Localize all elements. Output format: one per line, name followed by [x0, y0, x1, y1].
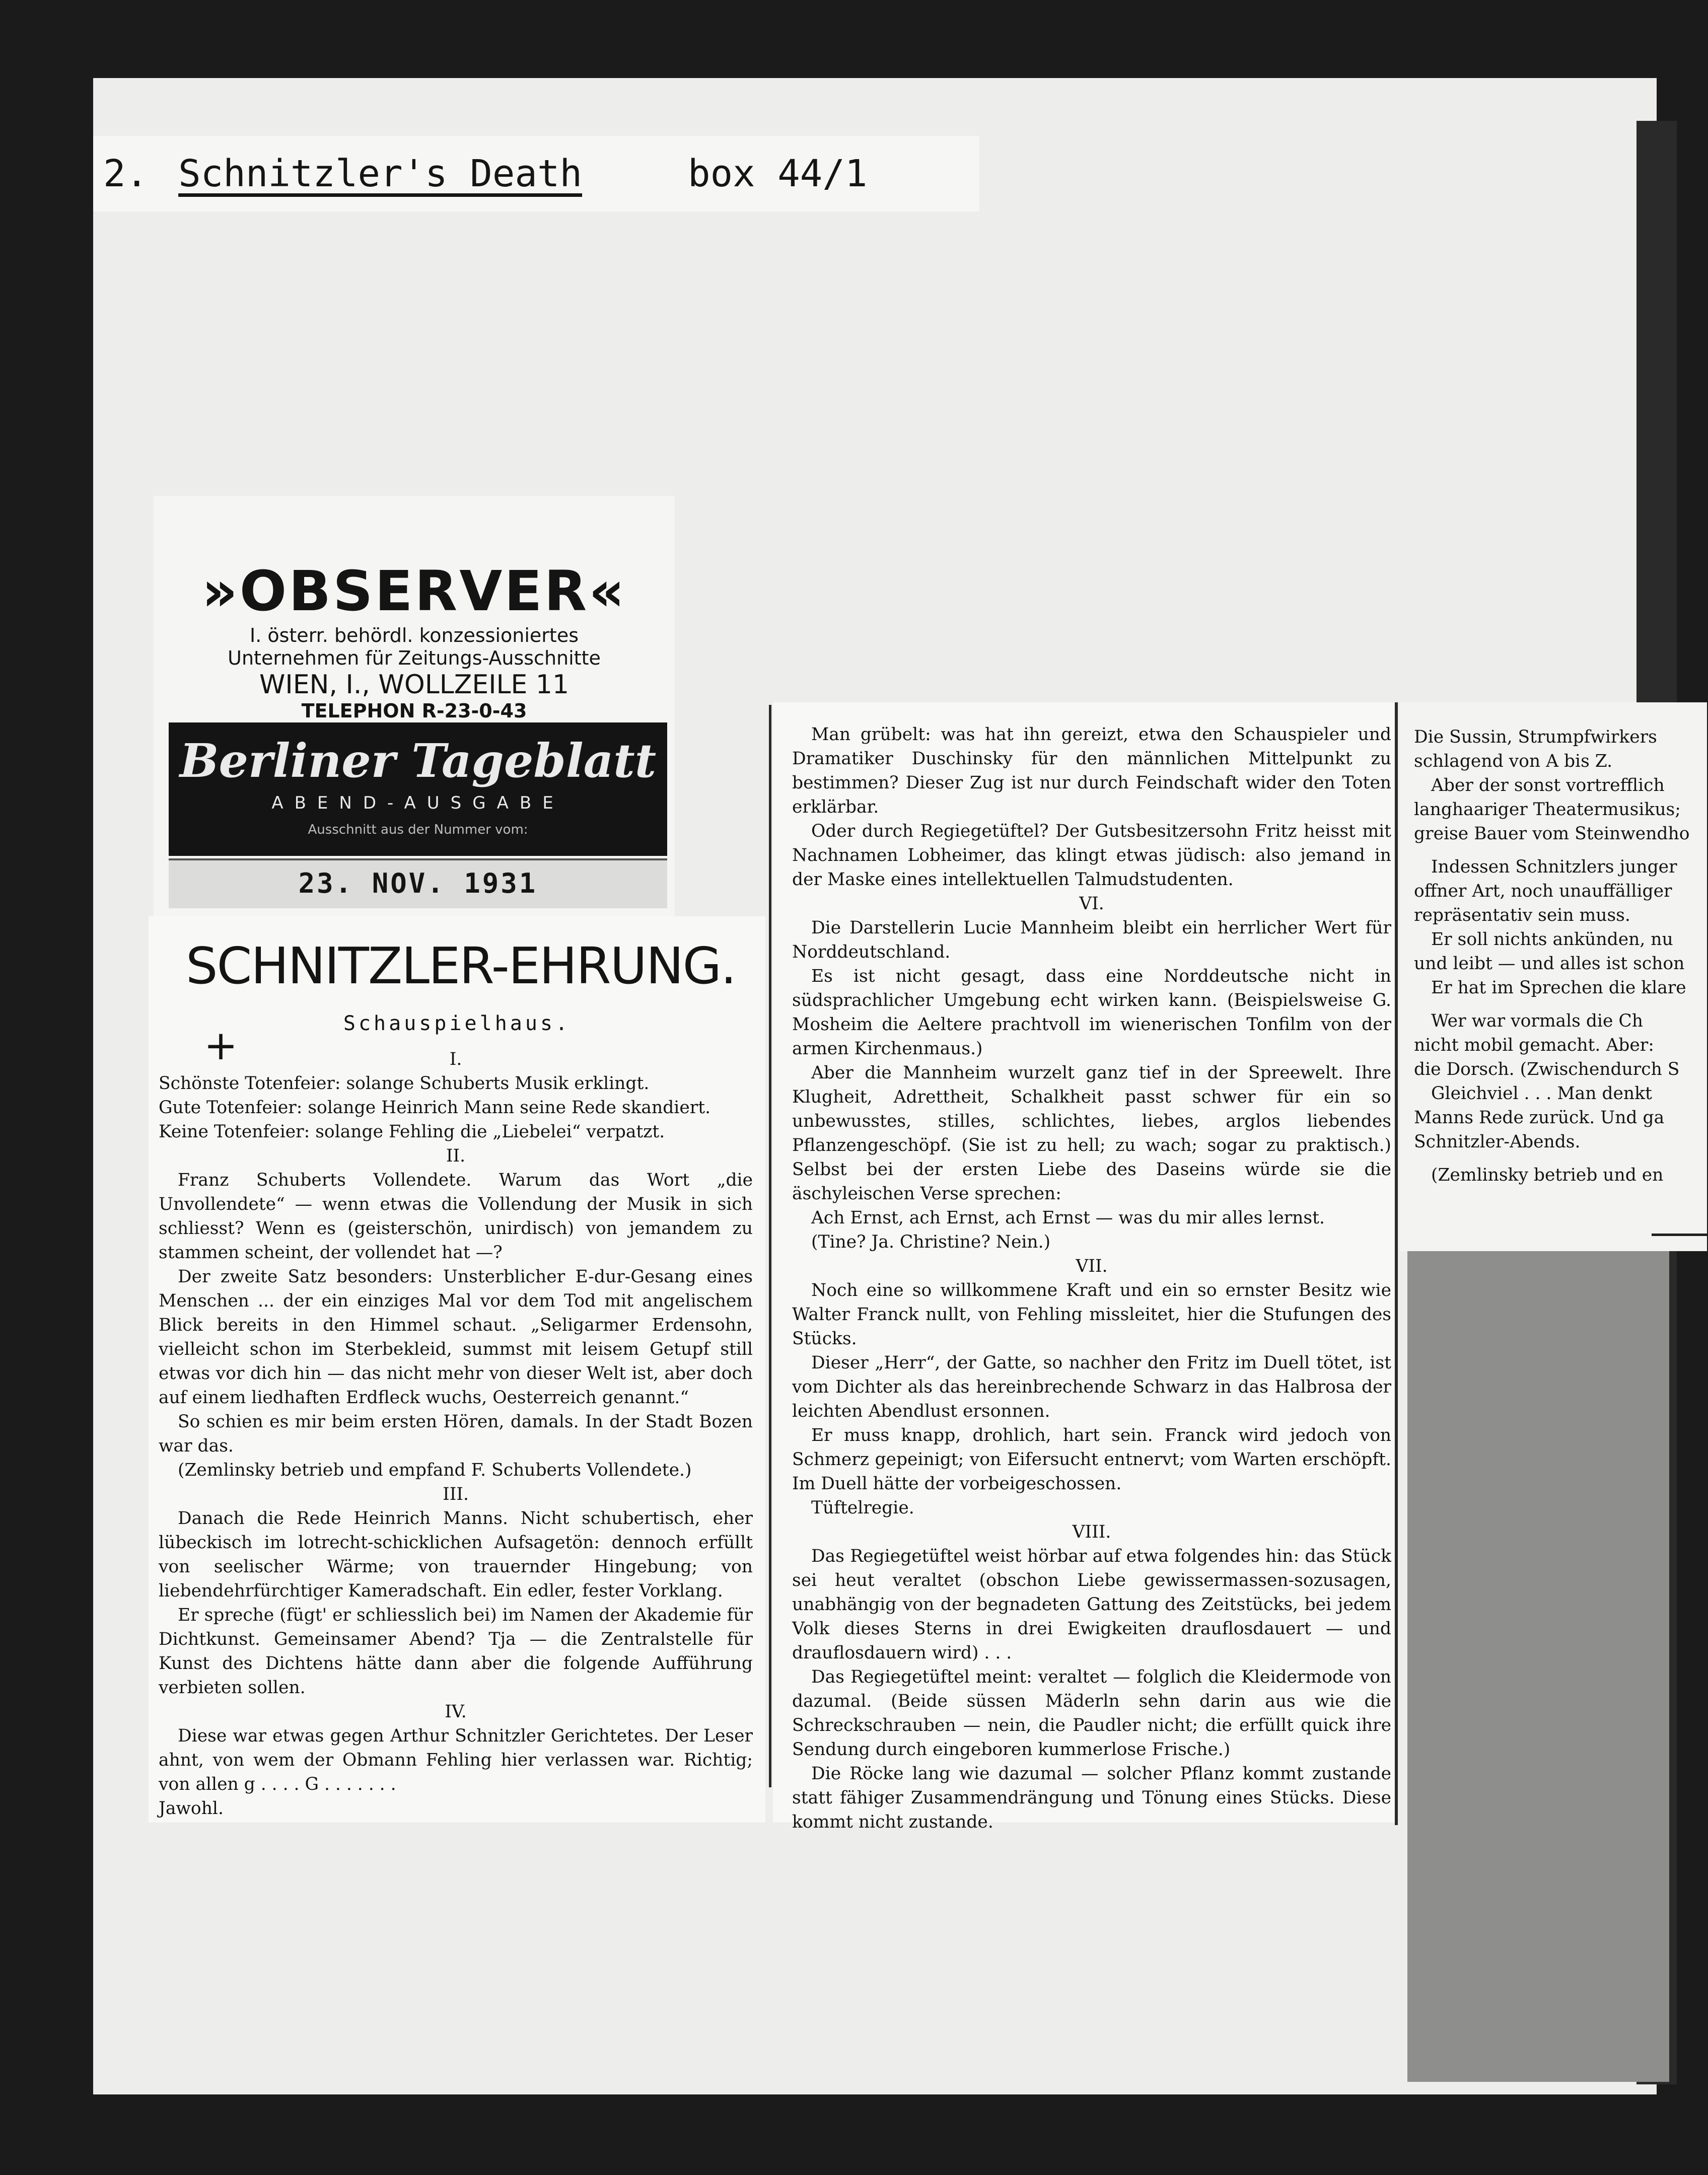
file-title: Schnitzler's Death [178, 152, 583, 195]
section-number: VIII. [1072, 1522, 1111, 1542]
paragraph: Man grübelt: was hat ihn gereizt, etwa den Schauspieler und Dramatiker Duschinsky für den männlichen Mittelpunkt zu bestimmen? Dieser Zug ist nur durch Feindschaft wider den Toten erklärbar. [792, 724, 1391, 817]
section-number: VII. [1076, 1256, 1108, 1276]
paragraph: Indessen Schnitzlers junger [1431, 857, 1677, 877]
paragraph-gap [1414, 1000, 1696, 1009]
paragraph: Aber die Mannheim wurzelt ganz tief in der Spreewelt. Ihre Klugheit, Adrettheit, Schalkheit passt schwer für ein so unbewusstes, stilles, schlichtes, liebes, arglos liebendes Pflanzengeschöpf. (Sie ist zu hell; zu wach; sogar zu praktisch.) Selbst bei der ersten Liebe des Daseins würde sie die äschyleischen Verse sprechen: [792, 1063, 1391, 1204]
excerpt-label: Ausschnitt aus der Nummer vom: [308, 822, 528, 837]
paragraph: Noch eine so willkommene Kraft und ein so ernster Besitz wie Walter Franck nullt, von Fehling missleitet, hier die Stufungen des Stücks. [792, 1280, 1391, 1349]
paragraph: Gleichviel . . . Man denkt [1431, 1083, 1652, 1104]
paragraph: Das Regiegetüftel weist hörbar auf etwa folgendes hin: das Stück sei heut veraltet (obschon Liebe gewissermassen-sozusagen, unabhängig von der begnadeten Gattung des Zeitstücks, bei jedem Volk dieses Sterns in drei Ewigkeiten drauflosdauert — und drauflosdauern wird) . . . [792, 1546, 1391, 1663]
paragraph: Es ist nicht gesagt, dass eine Norddeutsche nicht in südsprachlicher Umgebung echt wirken kann. (Beispielsweise G. Mosheim die Aeltere prachtvoll im wienerischen Tonfilm von der armen Kirchenmaus.) [792, 966, 1391, 1059]
backing-board [1407, 1251, 1669, 2082]
newspaper-masthead [169, 722, 667, 856]
observer-stamp [154, 496, 675, 916]
paragraph: (Zemlinsky betrieb und en [1431, 1165, 1664, 1185]
paragraph: offner Art, noch unauffälliger [1414, 881, 1672, 901]
paragraph: Aber der sonst vortrefflich [1431, 775, 1665, 795]
observer-telephone: TELEPHON R-23-0-43 [301, 700, 527, 722]
paragraph: nicht mobil gemacht. Aber: [1414, 1035, 1654, 1055]
paragraph: Wer war vormals die Ch [1431, 1011, 1643, 1031]
section-number: IV. [445, 1702, 467, 1722]
column-rule [1395, 702, 1398, 1825]
paragraph: Diese war etwas gegen Arthur Schnitzler Gerichtetes. Der Leser ahnt, von wem der Obmann Fehling hier verlassen war. Richtig; von allen g . . . . G . . . . . . . [159, 1726, 753, 1794]
paragraph: Die Röcke lang wie dazumal — solcher Pflanz kommt zustande statt fähiger Zusammendrängung und Tönung eines Stücks. Diese kommt nicht zustande. [792, 1764, 1391, 1832]
end-rule [1652, 1234, 1707, 1236]
paragraph: Er hat im Sprechen die klare [1431, 978, 1686, 998]
paragraph: Er soll nichts ankünden, nu [1431, 929, 1673, 950]
paragraph: schlagend von A bis Z. [1414, 751, 1613, 771]
paragraph: Er spreche (fügt' er schliesslich bei) im Namen der Akademie für Dichtkunst. Gemeinsamer Abend? Tja — die Zentralstelle für Kunst des Dichtens hätte dann aber die folgende Aufführung verbieten sollen. [159, 1605, 753, 1698]
box-label: box 44/1 [688, 152, 868, 195]
paragraph: Keine Totenfeier: solange Fehling die „Liebelei“ verpatzt. [159, 1122, 665, 1142]
article-headline: SCHNITZLER-EHRUNG. [186, 936, 736, 995]
paragraph: Oder durch Regiegetüftel? Der Gutsbesitzersohn Fritz heisst mit Nachnamen Lobheimer, das klingt etwas jüdisch: also jemand in der Maske eines intellektuellen Talmudstudenten. [792, 821, 1391, 890]
article-column-2 [773, 702, 1397, 1832]
paragraph: repräsentativ sein muss. [1414, 905, 1630, 925]
observer-line-2: Unternehmen für Zeitungs-Ausschnitte [228, 647, 601, 669]
paragraph: Jawohl. [159, 1798, 224, 1819]
paragraph: und leibt — und alles ist schon [1414, 954, 1685, 974]
paragraph: So schien es mir beim ersten Hören, damals. In der Stadt Bozen war das. [159, 1412, 753, 1456]
article-column-1 [149, 916, 765, 1823]
paragraph: langhaariger Theatermusikus; [1414, 800, 1681, 820]
paragraph: Er muss knapp, drohlich, hart sein. Franck wird jedoch von Schmerz gepeinigt; von Eifersucht entnervt; vom Warten erschöpft. Im Duell hätte der vorbeigeschossen. [792, 1425, 1391, 1494]
article-column-3 [1400, 702, 1707, 1251]
paragraph: Tüftelregie. [811, 1498, 914, 1518]
file-number: 2. [103, 152, 149, 195]
section-number: III. [443, 1484, 469, 1504]
paragraph: Danach die Rede Heinrich Manns. Nicht schubertisch, eher lübeckisch im lotrecht-schicklichen Aufsagetön: dennoch erfüllt von seelischer Wärme; von trauernder Hingebung; von liebendehrfürchtiger Kameradschaft. Ein edler, fester Vorklang. [159, 1508, 753, 1601]
article-subhead: Schauspielhaus. [343, 1012, 571, 1035]
paragraph: Dieser „Herr“, der Gatte, so nachher den Fritz im Duell tötet, ist vom Dichter als das hereinbrechende Schwarz in das Halbrosa der leichten Abendlust ersonnen. [792, 1353, 1391, 1421]
observer-line-1: I. österr. behördl. konzessioniertes [250, 624, 579, 646]
handwritten-mark: + [204, 1022, 238, 1069]
paragraph: Franz Schuberts Vollendete. Warum das Wort „die Unvollendete“ — wenn etwas die Vollendung der Musik in sich schliesst? Wenn es (geisterschön, unirdisch) von jemandem zu stammen scheint, der vollendet hat —? [159, 1170, 753, 1263]
paragraph: Gute Totenfeier: solange Heinrich Mann seine Rede skandiert. [159, 1098, 711, 1118]
paragraph: Manns Rede zurück. Und ga [1414, 1108, 1665, 1128]
date-stamp [169, 858, 667, 908]
section-number: VI. [1079, 894, 1104, 914]
paragraph: (Zemlinsky betrieb und empfand F. Schuberts Vollendete.) [178, 1460, 692, 1480]
column-3-text [1414, 725, 1696, 1187]
column-1-text [159, 1047, 753, 1821]
clipping-date: 23. NOV. 1931 [298, 867, 538, 899]
paragraph: Schnitzler-Abends. [1414, 1132, 1581, 1152]
column-rule [769, 705, 771, 1787]
file-label [93, 136, 979, 211]
paragraph: Das Regiegetüftel meint: veraltet — folglich die Kleidermode von dazumal. (Beide süssen Mäderln sehn darin aus wie die Schreckschrauben — nein, die Paudler nicht; die erfüllt quick ihre Sendung durch eingeboren kummerlose Frische.) [792, 1667, 1391, 1760]
paragraph-gap [1414, 1154, 1696, 1163]
paragraph: die Dorsch. (Zwischendurch S [1414, 1059, 1680, 1079]
paragraph: Ach Ernst, ach Ernst, ach Ernst — was du mir alles lernst. [811, 1208, 1325, 1228]
column-2-text [792, 722, 1391, 1834]
paragraph: Die Sussin, Strumpfwirkers [1414, 727, 1657, 747]
paragraph: Die Darstellerin Lucie Mannheim bleibt ein herrlicher Wert für Norddeutschland. [792, 918, 1391, 962]
paragraph: greise Bauer vom Steinwendho [1414, 824, 1690, 844]
observer-address: WIEN, I., WOLLZEILE 11 [259, 670, 570, 700]
newspaper-edition: ABEND-AUSGABE [271, 793, 564, 813]
section-number: I. [449, 1049, 462, 1069]
section-number: II. [446, 1146, 466, 1166]
observer-logo: »OBSERVER« [201, 559, 627, 623]
paragraph-gap [1414, 846, 1696, 855]
paragraph: (Tine? Ja. Christine? Nein.) [811, 1232, 1051, 1252]
newspaper-name: Berliner Tageblatt [179, 734, 657, 788]
paragraph: Schönste Totenfeier: solange Schuberts Musik erklingt. [159, 1073, 650, 1094]
paragraph: Der zweite Satz besonders: Unsterblicher E-dur-Gesang eines Menschen ... der ein einziges Mal vor dem Tod mit angelischem Blick bereits in den Himmel schaut. „Seligarmer Erdensohn, vielleicht schon im Sterbekleid, summst mit leisem Getupf still etwas vor dich hin — das nicht mehr von dieser Welt ist, aber doch auf einem liedhaften Erdfleck wuchs, Oesterreich genannt.“ [159, 1267, 753, 1408]
